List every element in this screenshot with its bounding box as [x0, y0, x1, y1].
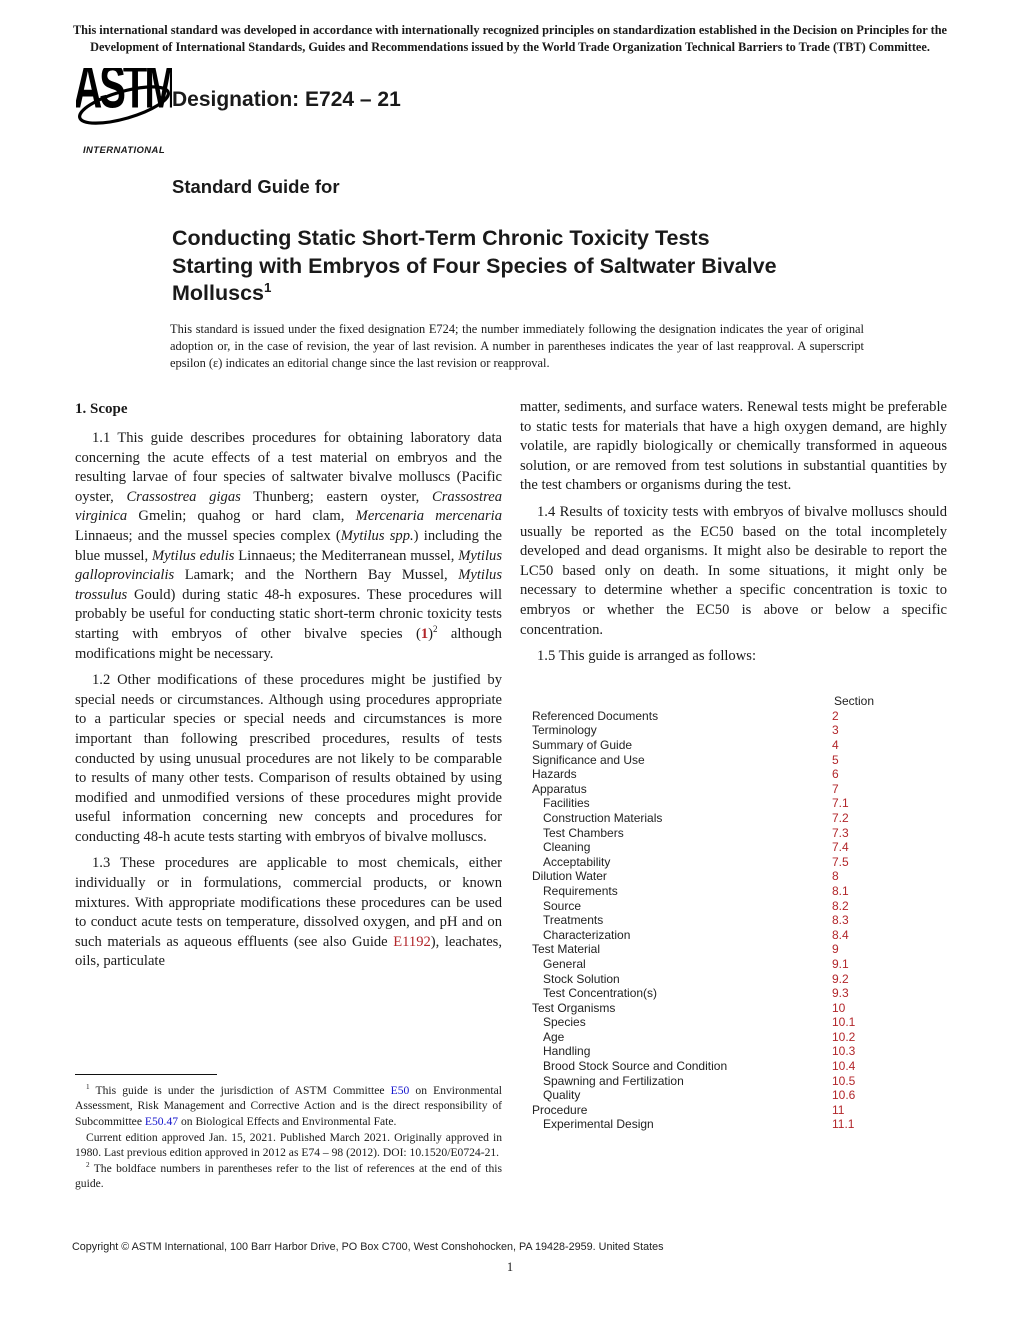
svg-text:ASTM: ASTM — [76, 68, 172, 122]
toc-section-link[interactable]: 7.3 — [832, 825, 849, 840]
toc-section-link[interactable]: 4 — [832, 738, 839, 752]
toc-section-link[interactable]: 9 — [832, 942, 839, 957]
text-segment: 2 — [86, 1160, 90, 1169]
toc-row — [532, 957, 880, 972]
toc-entry-label: Construction Materials — [543, 810, 663, 825]
toc-entry-label: Test Concentration(s) — [543, 986, 658, 1001]
toc-row — [532, 913, 880, 928]
toc-section-link[interactable]: 10 — [832, 1000, 846, 1015]
toc-row — [532, 840, 880, 855]
toc-section-link[interactable]: 2 — [832, 708, 839, 723]
toc-entry-label: Source — [543, 898, 582, 913]
toc-entry-label: Age — [543, 1029, 565, 1044]
toc-entry-label: Referenced Documents — [532, 708, 659, 723]
toc-row — [532, 884, 880, 899]
toc-section-link[interactable]: 10.6 — [832, 1088, 856, 1103]
astm-globe-icon — [76, 68, 172, 142]
toc-row — [532, 1001, 880, 1016]
toc-row — [532, 782, 880, 797]
toc-rows — [532, 709, 880, 1132]
text-segment: 1 — [86, 1082, 90, 1091]
toc-row — [532, 1103, 880, 1118]
text-segment: 1.5 This guide is arranged as follows: — [537, 648, 757, 665]
toc-row — [532, 1088, 880, 1103]
toc-section-link[interactable]: 8.2 — [832, 898, 849, 913]
toc-section-link[interactable]: 3 — [832, 723, 839, 738]
paragraph-1-3-continued — [520, 398, 947, 496]
text-segment: Linnaeus; the Mediterranean mussel, — [234, 547, 459, 564]
title-kicker: Standard Guide for — [172, 176, 340, 197]
toc-entry-label: Significance and Use — [532, 752, 645, 767]
toc-row — [532, 811, 880, 826]
body-columns — [75, 398, 947, 1192]
issuance-statement: This standard is issued under the fixed designation E724; the number immediately following the designation indicates the year of original adoption or, in the case of revision, the year of last revision. A number in parentheses indicates the year of last reapproval. A superscript epsilon (ε) indicates an editorial change since the last revision or reapproval. — [170, 322, 864, 370]
text-segment: Mytilus edulis — [151, 547, 235, 564]
toc-entry-label: Brood Stock Source and Condition — [543, 1059, 728, 1074]
text-segment: 1.4 Results of toxicity tests with embryos of bivalve molluscs should usually be reported as the EC50 based on the total incompletely developed and dead organisms. It might also be desirable to report the LC50 based only on death. In some situations, it might only be necessary to determine whether a specific concentration is toxic to embryos or whether the EC50 is above or below a specific concentration. — [520, 503, 947, 638]
toc-row — [532, 869, 880, 884]
title-line-3: Molluscs$^1$ — [172, 279, 272, 305]
text-segment: Gould) during static 48-h exposures. These procedures will probably be useful for conducting static short-term chronic toxicity tests starting with embryos of other bivalve species ( — [75, 586, 502, 642]
toc-row — [532, 1030, 880, 1045]
toc-section-link[interactable]: 8 — [832, 869, 839, 884]
text-segment: Crassostrea gigas — [126, 488, 241, 505]
title-line-2: Starting with Embryos of Four Species of Saltwater Bivalve — [172, 253, 777, 278]
text-segment: ) — [428, 625, 433, 642]
left-column — [75, 398, 502, 1192]
toc-row — [532, 972, 880, 987]
reference-link[interactable]: E50.47 — [144, 1115, 179, 1129]
paragraph-1-3 — [75, 854, 502, 972]
toc-entry-label: Species — [543, 1015, 586, 1030]
toc-row — [532, 942, 880, 957]
toc-section-link[interactable]: 7 — [832, 781, 839, 796]
toc-section-link[interactable]: 6 — [832, 767, 839, 782]
text-segment: 1.1 This guide describes procedures for obtaining laboratory data concerning the acute effects of a test material on embryos and the resulting larvae of four species of saltwater bivalve molluscs (Pacific oyster, — [75, 430, 502, 505]
toc-row — [532, 1117, 880, 1132]
paragraph-1-2 — [75, 671, 502, 847]
text-segment: although modifications might be necessary. — [75, 625, 502, 662]
footnote-divider — [75, 1074, 217, 1075]
text-segment: Mytilus spp. — [340, 527, 414, 544]
toc-entry-label: Dilution Water — [532, 869, 607, 884]
toc-section-link[interactable]: 10.2 — [832, 1029, 856, 1044]
toc-section-link[interactable]: 10.3 — [832, 1044, 856, 1059]
toc-entry-label: Characterization — [543, 927, 631, 942]
toc-entry-label: Terminology — [532, 723, 597, 738]
toc-section-header: Section — [833, 693, 874, 708]
toc-section-link[interactable]: 11 — [832, 1102, 845, 1117]
toc-section-link[interactable]: 7.1 — [832, 796, 849, 811]
toc-entry-label: Treatments — [543, 913, 604, 928]
toc-entry-label: Stock Solution — [543, 971, 620, 986]
toc-section-link[interactable]: 8.4 — [832, 927, 849, 942]
toc-entry-label: Handling — [543, 1044, 591, 1059]
astm-logo — [76, 68, 172, 156]
toc-row — [532, 1015, 880, 1030]
text-segment: Mercenaria mercenaria — [355, 508, 503, 525]
text-segment: ) including the blue mussel, — [75, 527, 502, 564]
toc-entry-label: Quality — [543, 1088, 581, 1103]
title-footnote-ref[interactable]: 1 — [264, 279, 272, 295]
text-segment: ), leachates, oils, particulate — [75, 933, 502, 970]
text-segment: 2 — [432, 624, 438, 635]
text-segment: Mytilus galloprovincialis — [75, 547, 502, 584]
reference-link[interactable]: 1 — [420, 625, 429, 642]
toc-row — [532, 723, 880, 738]
toc-section-link[interactable]: 8.1 — [832, 883, 849, 898]
reference-link[interactable]: E1192 — [393, 933, 431, 950]
footnote-2 — [75, 1161, 502, 1192]
title-block — [172, 176, 882, 308]
toc-section-link[interactable]: 7.4 — [832, 840, 849, 855]
toc-section-link[interactable]: 7.5 — [832, 854, 849, 869]
toc-row — [532, 738, 880, 753]
toc-row — [532, 767, 880, 782]
toc-row — [532, 855, 880, 870]
text-segment: Thunberg; eastern oyster, — [240, 488, 432, 505]
toc-entry-label: Procedure — [532, 1102, 588, 1117]
text-segment: 1.2 Other modifications of these procedures might be justified by special needs or circumstances. Although using procedures appropriate to a particular species or special needs and circumstances is more important than following prescribed procedures, results of tests conducted by using unusual procedures are not likely to be comparable to results of many other tests. Comparison of results obtained by using modified and unmodified versions of these procedures might provide useful information concerning new concepts and procedures for conducting 48-h acute tests starting with embryos of bivalve molluscs. — [75, 672, 502, 845]
wto-notice — [72, 22, 948, 55]
toc-section-link[interactable]: 9.1 — [832, 956, 849, 971]
document-title — [172, 225, 882, 308]
astm-logo-subtitle: INTERNATIONAL — [82, 145, 166, 156]
toc-section-link[interactable]: 5 — [832, 752, 839, 767]
toc-entry-label: Cleaning — [543, 840, 591, 855]
page-number: 1 — [506, 1260, 514, 1274]
toc-section-link[interactable]: 9.2 — [832, 971, 849, 986]
text-segment: The boldface numbers in parentheses refer to the list of references at the end of this guide. — [75, 1161, 502, 1191]
toc-entry-label: Experimental Design — [543, 1117, 654, 1132]
text-segment: Lamark; and the Northern Bay Mussel, — [174, 567, 459, 584]
toc-row — [532, 899, 880, 914]
paragraph-1-4 — [520, 503, 947, 640]
toc-entry-label: Test Chambers — [543, 825, 624, 840]
wto-notice-line-1: This international standard was developed in accordance with internationally recognized principles on standardization established in the Decision on Principles for the — [72, 23, 948, 37]
text-segment: 1.3 These procedures are applicable to most chemicals, either individually or in formulations, commercial products, or known mixtures. With appropriate modifications these procedures can be used to conduct acute tests on temperature, dissolved oxygen, and pH and on such materials as aqueous effluents (see also Guide — [75, 855, 502, 950]
toc-section-link[interactable]: 11.1 — [832, 1117, 855, 1132]
toc-section-link[interactable]: 9.3 — [832, 986, 849, 1001]
toc-row — [532, 928, 880, 943]
toc-row — [532, 709, 880, 724]
toc-entry-label: Summary of Guide — [532, 738, 633, 752]
toc-section-link[interactable]: 10.5 — [832, 1073, 856, 1088]
toc-entry-label: Spawning and Fertilization — [543, 1073, 684, 1088]
wto-notice-line-2: Development of International Standards, Guides and Recommendations issued by the World Trade Organization Technical Barriers to Trade (TBT) Committee. — [90, 39, 930, 54]
guide-contents-table — [532, 694, 880, 1132]
toc-entry-label: Facilities — [543, 796, 590, 811]
toc-row — [532, 1074, 880, 1089]
toc-row — [532, 826, 880, 841]
text-segment: matter, sediments, and surface waters. Renewal tests might be preferable to static tests for materials that have a high oxygen demand, are highly volatile, are rapidly biologically or chemically transformed in aqueous solution, or are removed from test solutions in substantial quantities by the test chambers or organisms during the test. — [520, 399, 947, 494]
toc-section-link[interactable]: 10.1 — [832, 1015, 856, 1030]
toc-entry-label: Test Material — [532, 942, 601, 957]
reference-link[interactable]: E50 — [390, 1083, 410, 1097]
toc-row — [532, 1059, 880, 1074]
toc-row — [532, 986, 880, 1001]
text-segment: Crassostrea virginica — [75, 488, 502, 525]
footnote-edition — [75, 1130, 502, 1161]
text-segment: Current edition approved Jan. 15, 2021. Published March 2021. Originally approved in 1980. Last previous edition approved in 2012 as E74 – 98 (2012). DOI: 10.1520/E0724-21. — [75, 1130, 502, 1160]
title-line-1: Conducting Static Short-Term Chronic Toxicity Tests — [172, 226, 710, 250]
toc-entry-label: Apparatus — [532, 781, 587, 796]
toc-row — [532, 796, 880, 811]
footnotes — [75, 1074, 502, 1192]
text-segment: on Environmental Assessment, Risk Management and Corrective Action and is the direct responsibility of Subcommittee — [75, 1083, 503, 1129]
text-segment: on Biological Effects and Environmental Fate. — [178, 1115, 397, 1129]
paragraph-1-1 — [75, 429, 502, 664]
toc-section-link[interactable]: 10.4 — [832, 1059, 856, 1074]
text-segment: This guide is under the jurisdiction of ASTM Committee — [89, 1083, 391, 1097]
toc-entry-label: Hazards — [532, 767, 577, 782]
toc-section-link[interactable]: 7.2 — [832, 810, 849, 825]
text-segment: Linnaeus; and the mussel species complex ( — [75, 527, 341, 544]
toc-section-link[interactable]: 8.3 — [832, 913, 849, 928]
toc-entry-label: Acceptability — [543, 854, 611, 869]
toc-row — [532, 753, 880, 768]
text-segment: Mytilus trossulus — [75, 567, 502, 603]
scope-heading: 1. Scope — [75, 401, 128, 417]
text-segment: Gmelin; quahog or hard clam, — [127, 508, 356, 525]
toc-entry-label: General — [543, 956, 586, 971]
designation-label: Designation: E724 – 21 — [172, 88, 401, 111]
toc-entry-label: Requirements — [543, 883, 618, 898]
toc-entry-label: Test Organisms — [532, 1000, 616, 1015]
right-column — [520, 398, 947, 1192]
copyright-line: Copyright © ASTM International, 100 Barr Harbor Drive, PO Box C700, West Conshohocken, PA 19428-2959. United States — [72, 1241, 664, 1253]
footnote-1 — [75, 1083, 502, 1130]
paragraph-1-5 — [520, 647, 947, 667]
toc-row — [532, 1044, 880, 1059]
